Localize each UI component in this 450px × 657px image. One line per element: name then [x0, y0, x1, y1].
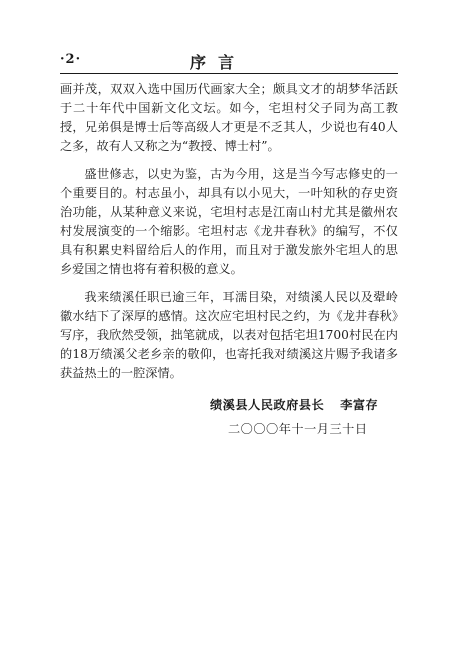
signature-title: 绩溪县人民政府县长: [210, 398, 325, 412]
page-number: ·2·: [60, 52, 82, 67]
signature-date: 二〇〇〇年十一月三十日: [228, 422, 368, 436]
paragraph-author-sentiment: 我来绩溪任职已逾三年，耳濡目染，对绩溪人民以及翚岭徽水结下了深厚的感情。这次应宅坦村民之约，为《龙井春秋》写序，我欣然受领，拙笔就成，以表对包括宅坦1700村民在内的18万绩溪父老乡亲的敬仰，也寄托我对绩溪这片赐予我诸多获益热土的一腔深情。: [60, 290, 398, 380]
signature-line: [210, 396, 378, 413]
paragraph-village-record: 盛世修志，以史为鉴，古为今用，这是当今写志修史的一个重要目的。村志虽小，却具有以小见大，一叶知秋的存史资治功能，从某种意义来说，宅坦村志是江南山村尤其是徽州农村发展演变的一个缩影。宅坦村志《龙井春秋》的编写，不仅具有积累史料留给后人的作用，而且对于激发旅外宅坦人的思乡爱国之情也将有着积极的意义。: [60, 167, 398, 276]
page-header: [60, 49, 398, 74]
paragraph-continuation: 画并茂，双双入选中国历代画家大全；颇具文才的胡梦华活跃于二十年代中国新文化文坛。如今，宅坦村父子同为高工教授，兄弟俱是博士后等高级人才更是不乏其人，少说也有40人之多，故有人又称之为“教授、博士村”。: [60, 82, 398, 153]
body-text: [60, 80, 398, 383]
section-title: 序言: [190, 53, 247, 72]
signature-name: 李富存: [340, 398, 379, 412]
